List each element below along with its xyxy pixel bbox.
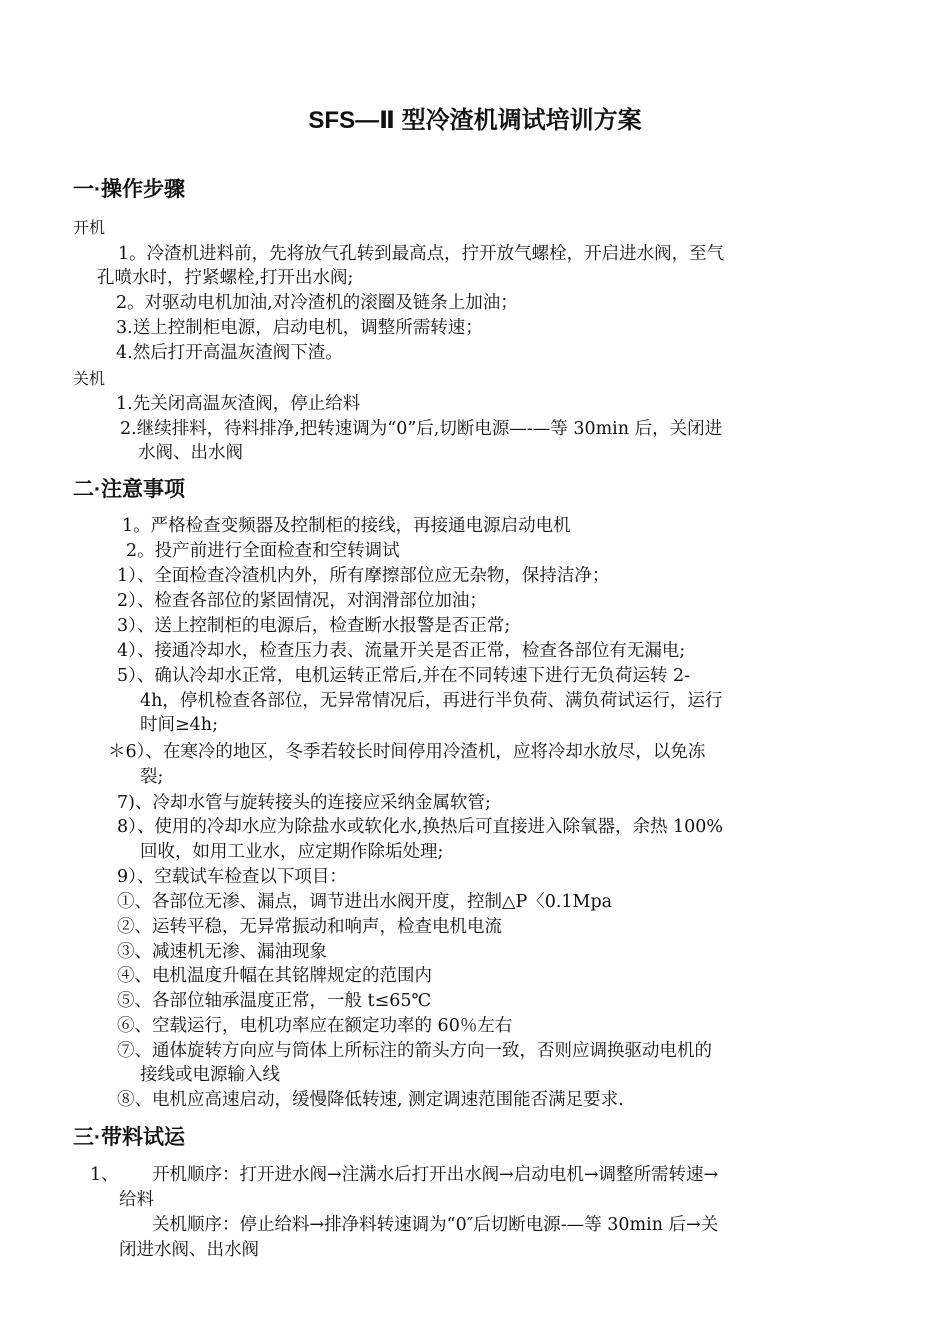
- precaution-check-item: ⑧、电机应高速启动，缓慢降低转速, 测定调速范围能否满足要求.: [117, 1090, 624, 1110]
- precaution-item: 1）、全面检查冷渣机内外，所有摩擦部位应无杂物，保持洁净；: [117, 566, 610, 586]
- trial-shutdown-sequence-line-2: 闭进水阀、出水阀: [119, 1240, 259, 1260]
- section-heading-precautions: 二·注意事项: [73, 478, 185, 501]
- startup-label: 开机: [73, 218, 106, 237]
- precaution-check-item: ②、运转平稳，无异常振动和响声，检查电机电流: [117, 917, 502, 937]
- shutdown-label: 关机: [73, 369, 106, 388]
- startup-step-1-line-1: 1。冷渣机进料前，先将放气孔转到最高点，拧开放气螺栓，开启进水阀，至气: [118, 244, 725, 264]
- precaution-item-continuation: 4h，停机检查各部位，无异常情况后，再进行半负荷、满负荷试运行，运行: [140, 691, 723, 711]
- precaution-item-continuation: 回收，如用工业水，应定期作除垢处理;: [140, 842, 444, 862]
- startup-step-3: 3.送上控制柜电源，启动电机，调整所需转速；: [116, 318, 483, 338]
- precaution-item: ＊6）、在寒冷的地区，冬季若较长时间停用冷渣机，应将冷却水放尽，以免冻: [108, 742, 706, 762]
- precaution-item: 2）、检查各部位的紧固情况，对润滑部位加油；: [117, 591, 487, 611]
- trial-startup-sequence-line-1: 开机顺序：打开进水阀→注满水后打开出水阀→启动电机→调整所需转速→: [152, 1165, 719, 1185]
- trial-shutdown-sequence-line-1: 关机顺序：停止给料→排净料转速调为“0″后切断电源-—等 30min 后→关: [152, 1215, 719, 1235]
- shutdown-step-1: 1.先关闭高温灰渣阀，停止给料: [116, 394, 361, 414]
- precaution-check-item: ①、各部位无渗、漏点，调节进出水阀开度，控制△P〈0.1Mpa: [117, 892, 613, 912]
- precaution-item: 9）、空载试车检查以下项目：: [117, 867, 347, 887]
- trial-item-number: 1、: [90, 1165, 119, 1185]
- precaution-item: 2。投产前进行全面检查和空转调试: [126, 541, 400, 561]
- precaution-check-item: ⑤、各部位轴承温度正常，一般 t≤65℃: [117, 991, 432, 1011]
- precaution-check-item: ④、电机温度升幅在其铭牌规定的范围内: [117, 966, 432, 986]
- precaution-item-continuation: 裂;: [140, 767, 164, 787]
- precaution-item: 5）、确认冷却水正常，电机运转正常后,并在不同转速下进行无负荷运转 2-: [117, 666, 691, 686]
- precaution-check-item: ⑥、空载运行，电机功率应在额定功率的 60％左右: [117, 1016, 513, 1036]
- precaution-item: 4）、接通冷却水，检查压力表、流量开关是否正常，检查各部位有无漏电;: [117, 641, 686, 661]
- precaution-check-item-continuation: 接线或电源输入线: [140, 1065, 280, 1085]
- precaution-item-continuation: 时间≥4h;: [140, 715, 218, 735]
- precaution-check-item: ⑦、通体旋转方向应与筒体上所标注的箭头方向一致，否则应调换驱动电机的: [117, 1041, 712, 1061]
- precaution-item: 7)、冷却水管与旋转接头的连接应采纳金属软管;: [117, 793, 491, 813]
- precaution-item: 3）、送上控制柜的电源后，检查断水报警是否正常;: [117, 616, 511, 636]
- startup-step-4: 4.然后打开高温灰渣阀下渣。: [116, 343, 343, 363]
- precaution-check-item: ③、减速机无渗、漏油现象: [117, 942, 327, 962]
- startup-step-2: 2。对驱动电机加油,对冷渣机的滚圈及链条上加油；: [116, 293, 518, 313]
- startup-step-1-line-2: 孔喷水时，拧紧螺栓,打开出水阀;: [97, 268, 354, 288]
- precaution-item: 8）、使用的冷却水应为除盐水或软化水,换热后可直接进入除氧器，余热 100%: [117, 817, 724, 837]
- shutdown-step-2-line-1: 2.继续排料，待料排净,把转速调为“0”后,切断电源—-—等 30min 后，关闭进: [120, 419, 723, 439]
- shutdown-step-2-line-2: 水阀、出水阀: [138, 443, 243, 463]
- section-heading-load-trial: 三·带料试运: [73, 1126, 185, 1149]
- precaution-item: 1。严格检查变频器及控制柜的接线，再接通电源启动电机: [122, 516, 571, 536]
- document-title: SFS—Ⅱ 型冷渣机调试培训方案: [308, 107, 642, 134]
- trial-startup-sequence-line-2: 给料: [119, 1190, 154, 1210]
- section-heading-operation-steps: 一·操作步骤: [73, 178, 185, 201]
